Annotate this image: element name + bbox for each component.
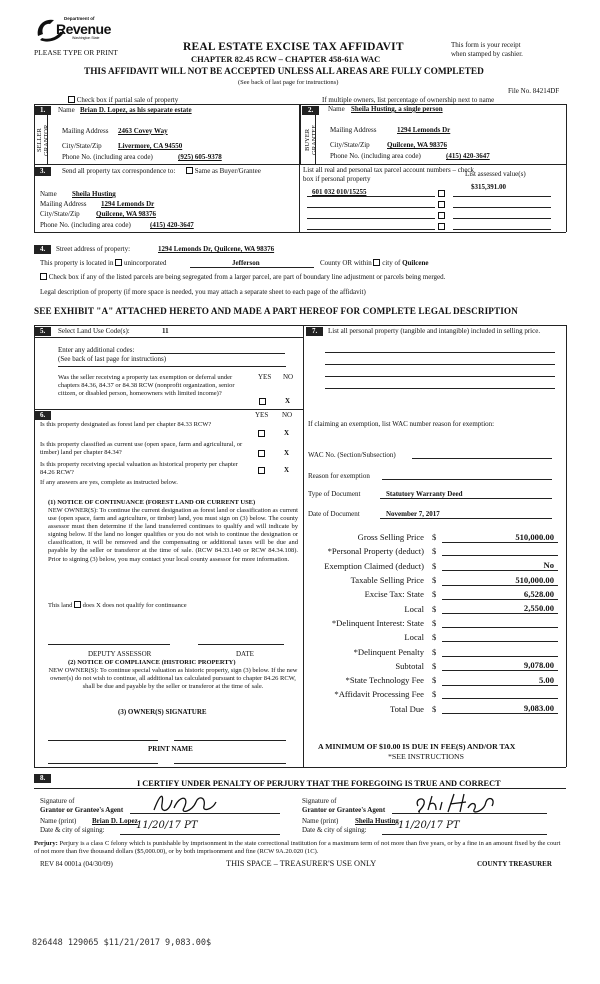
exemption-claimed[interactable]: No (442, 560, 558, 571)
partial-sale-label: Check box if partial sale of property (76, 96, 179, 104)
tax-row: Total Due $ 9,083.00 (306, 702, 558, 716)
grantee-date-city[interactable]: 11/20/17 PT (398, 820, 460, 831)
deputy-assessor-label: DEPUTY ASSESSOR (88, 650, 152, 658)
mail-to-address[interactable]: 1294 Lemonds Dr (101, 200, 155, 208)
historic-no-mark[interactable]: X (284, 466, 290, 474)
grantee-name-label: Name (328, 105, 345, 113)
certify-statement: I CERTIFY UNDER PENALTY OF PERJURY THAT THE FOREGOING IS TRUE AND CORRECT (137, 779, 501, 788)
logo-dept: Department of (64, 16, 95, 21)
forest-no-mark[interactable]: X (284, 429, 290, 437)
grantor-sig-label-2: Grantor or Grantee's Agent (40, 806, 124, 814)
grantee-mail-label: Mailing Address (330, 126, 377, 134)
forest-yes-checkbox[interactable] (258, 429, 265, 438)
section4-marker: 4. (34, 244, 51, 254)
tax-row: Excise Tax: State $ 6,528.00 (306, 587, 558, 601)
grantee-signature-icon (412, 790, 502, 816)
personal-property-label: List all personal property (tangible and intangible) included in selling price. (328, 327, 541, 335)
gross-selling-price[interactable]: 510,000.00 (442, 532, 558, 543)
within-city-checkbox[interactable] (373, 259, 380, 266)
tax-row: *State Technology Fee $ 5.00 (306, 673, 558, 687)
tax-calculation-table (306, 530, 558, 716)
form-chapter: CHAPTER 82.45 RCW – CHAPTER 458-61A WAC (191, 54, 381, 64)
mail-to-name[interactable]: Sheila Husting (72, 190, 116, 198)
grantor-print-name[interactable]: Brian D. Lopez (92, 817, 138, 825)
grantor-print-label: Name (print) (40, 817, 77, 825)
additional-codes-label: Enter any additional codes: (58, 346, 135, 354)
city-name: Quilcene (402, 259, 429, 267)
revenue-logo (34, 14, 111, 44)
current-use-question: Is this property classified as current use (open space, farm and agricultural, or timber) land per chapter 84.34? (40, 441, 243, 456)
same-as-grantee-checkbox[interactable] (186, 167, 193, 174)
notice2-title: (2) NOTICE OF COMPLIANCE (HISTORIC PROPERTY) (68, 659, 236, 666)
sec6-no-header: NO (282, 411, 293, 419)
grantee-name[interactable]: Sheila Husting, a single person (351, 105, 443, 113)
grantee-phone[interactable]: (415) 420-3647 (446, 152, 490, 160)
cashier-stamp: 826448 129065 $11/21/2017 9,083.00$ (32, 938, 212, 948)
continuance-row: This land does X does not qualify for continuance (48, 602, 187, 609)
grantee-mail[interactable]: 1294 Lemonds Dr (397, 126, 451, 134)
within-row: County OR within city of Quilcene (320, 259, 429, 267)
type-or-print: PLEASE TYPE OR PRINT (34, 48, 118, 57)
parcel-personal-checkbox-1[interactable] (438, 189, 445, 198)
form-warning: THIS AFFIDAVIT WILL NOT BE ACCEPTED UNLESS ALL AREAS ARE FULLY COMPLETED (84, 67, 484, 77)
partial-sale-row (68, 96, 178, 104)
doc-type-label: Type of Document (308, 490, 361, 498)
grantor-side-label: SELLER GRANTOR (36, 124, 50, 156)
receipt-line1: This form is your receipt (451, 41, 521, 49)
historic-question: Is this property receiving special valuation as historical property per chapter 84.26 RCW? (40, 461, 238, 476)
segregated-row: Check box if any of the listed parcels are being segregated from a larger parcel, are part of boundary line adjustment or parcels being merged. (40, 273, 445, 281)
grantor-mail-label: Mailing Address (62, 127, 109, 135)
minimum-fee-note: A MINIMUM OF $10.00 IS DUE IN FEE(S) AND/OR TAX (318, 742, 516, 751)
section3-marker: 3. (34, 166, 51, 176)
if-yes-note: If any answers are yes, complete as instructed below. (40, 479, 178, 486)
land-use-code[interactable]: 11 (162, 327, 169, 335)
section8-marker: 8. (34, 773, 51, 783)
exemption-question: Was the seller receiving a property tax exemption or deferral under chapters 84.36, 84.37 or 84.38 RCW (nonprofit organization, senior citizen, or disabled person, homeowners with limited income)? (58, 374, 235, 397)
county-treasurer-label: COUNTY TREASURER (477, 860, 552, 868)
grantor-city-label: City/State/Zip (62, 142, 102, 150)
section6-marker: 6. (34, 410, 51, 420)
mail-to-name-label: Name (40, 190, 57, 198)
grantor-name-label: Name (58, 106, 75, 114)
delinquent-interest-local[interactable] (442, 632, 558, 642)
grantor-phone-label: Phone No. (including area code) (62, 153, 153, 161)
tax-row: Taxable Selling Price $ 510,000.00 (306, 573, 558, 587)
taxable-selling-price[interactable]: 510,000.00 (442, 575, 558, 586)
tax-row: Local $ 2,550.00 (306, 601, 558, 615)
logo-name: Revenue (56, 21, 111, 37)
mail-to-phone[interactable]: (415) 420-3647 (150, 221, 194, 229)
land-use-see-back: (See back of last page for instructions) (58, 355, 167, 363)
doc-date-label: Date of Document (308, 510, 360, 518)
parcel-header: List all real and personal tax parcel account numbers – check box if personal property (303, 166, 475, 183)
grantee-phone-label: Phone No. (including area code) (330, 152, 421, 160)
tax-row: Subtotal $ 9,078.00 (306, 659, 558, 673)
continuance-checkbox[interactable] (74, 601, 81, 608)
sec5-no-header: NO (283, 373, 294, 381)
tax-row: Gross Selling Price $ 510,000.00 (306, 530, 558, 544)
section7-marker: 7. (306, 326, 323, 336)
exemption-no-mark[interactable]: X (285, 397, 291, 405)
assessed-header: List assessed value(s) (465, 170, 526, 178)
legal-description-label: Legal description of property (if more space is needed, you may attach a separate sheet to each page of the affidavit) (40, 288, 366, 296)
county-name[interactable]: Jefferson (232, 259, 260, 267)
grantor-date-city[interactable]: 11/20/17 PT (136, 820, 198, 831)
exemption-yes-checkbox[interactable] (259, 397, 266, 406)
exhibit-text: SEE EXHIBIT "A" ATTACHED HERETO AND MADE A PART HEREOF FOR COMPLETE LEGAL DESCRIPTION (34, 306, 518, 316)
grantee-print-label: Name (print) (302, 817, 339, 825)
excise-tax-state[interactable]: 6,528.00 (442, 589, 558, 600)
send-correspondence-label: Send all property tax correspondence to: (62, 167, 176, 175)
current-use-yes-checkbox[interactable] (258, 449, 265, 458)
form-revision: REV 84 0001a (04/30/09) (40, 860, 113, 868)
unincorporated-checkbox[interactable] (115, 259, 122, 266)
section1-marker: 1. (34, 105, 51, 115)
subtotal[interactable]: 9,078.00 (442, 660, 558, 671)
owner-signature-label: (3) OWNER(S) SIGNATURE (118, 708, 207, 716)
assessor-date-label: DATE (236, 650, 254, 658)
receipt-line2: when stamped by cashier. (451, 50, 523, 58)
grantee-sig-label-1: Signature of (302, 797, 337, 805)
segregated-checkbox[interactable] (40, 273, 47, 280)
treasurer-space-note: THIS SPACE – TREASURER'S USE ONLY (226, 859, 377, 868)
grantee-city-label: City/State/Zip (330, 141, 370, 149)
sec6-yes-header: YES (255, 411, 269, 419)
grantee-signature[interactable] (412, 790, 502, 818)
section5-marker: 5. (34, 326, 51, 336)
notice1-title: (1) NOTICE OF CONTINUANCE (FOREST LAND OR CURRENT USE) (48, 499, 256, 506)
grantor-date-label: Date & city of signing: (40, 826, 105, 834)
notice1-body: NEW OWNER(S): To continue the current designation as forest land or classification as current use (open space, farm and agriculture, or timber) land, you must sign on (3) below. The county assessor must then determine if the land transferred continues to qualify and will indicate by signing below. If the land no longer qualifies or you do not wish to continue the designation or classification, it will be removed and the compensating or additional taxes will be due and payable by the seller or transferor at the time of sale. (RCW 84.33.140 or RCW 84.34.108). Prior to signing (3) below, you may contact your local county assessor for more information. (48, 507, 298, 563)
grantee-city[interactable]: Quilcene, WA 98376 (387, 141, 447, 149)
parcel-personal-checkbox-2[interactable] (438, 200, 445, 209)
mail-to-phone-label: Phone No. (including area code) (40, 221, 131, 229)
excise-tax-local[interactable]: 2,550.00 (442, 603, 558, 614)
historic-yes-checkbox[interactable] (258, 466, 265, 475)
tax-row: Exemption Claimed (deduct) $ No (306, 559, 558, 573)
state-technology-fee[interactable]: 5.00 (442, 675, 558, 686)
land-use-label: Select Land Use Code(s): (58, 327, 130, 335)
form-title: REAL ESTATE EXCISE TAX AFFIDAVIT (183, 41, 404, 53)
delinquent-penalty[interactable] (442, 647, 558, 657)
section2-marker: 2. (302, 105, 319, 115)
affidavit-processing-fee[interactable] (442, 689, 558, 699)
tax-row: *Delinquent Interest: State $ (306, 616, 558, 630)
file-number: File No. 84214DF (508, 87, 560, 95)
street-address[interactable]: 1294 Lemonds Dr, Quilcene, WA 98376 (158, 245, 275, 253)
parcel-personal-checkbox-4[interactable] (438, 222, 445, 231)
logo-state: Washington State (72, 36, 100, 40)
assessed-value[interactable]: $315,391.00 (471, 183, 506, 191)
total-due[interactable]: 9,083.00 (442, 703, 558, 714)
perjury-notice: Perjury: Perjury is a class C felony which is punishable by imprisonment in the state correctional institution for a maximum term of not more than five years, or by a fine in an amount fixed by the court of not more than five thousand dollars ($5,000.00), or by both imprisonment and fine (RCW 9A.20.020 (1C). (34, 840, 561, 855)
grantee-sig-label-2: Grantor or Grantee's Agent (302, 806, 386, 814)
forest-land-question: Is this property designated as forest land per chapter 84.33 RCW? (40, 421, 212, 428)
grantee-date-label: Date & city of signing: (302, 826, 367, 834)
parcel-personal-checkbox-3[interactable] (438, 211, 445, 220)
same-as-grantee-row: Same as Buyer/Grantee (186, 167, 261, 175)
see-instructions-note: *SEE INSTRUCTIONS (388, 752, 465, 761)
grantor-name[interactable]: Brian D. Lopez, as his separate estate (80, 106, 192, 114)
wac-number-label: WAC No. (Section/Subsection) (308, 451, 396, 459)
grantor-phone[interactable]: (925) 605-9378 (178, 153, 222, 161)
grantor-mail[interactable]: 2463 Covey Way (118, 127, 168, 135)
mail-to-city[interactable]: Quilcene, WA 98376 (96, 210, 156, 218)
street-label: Street address of property: (56, 245, 131, 253)
parcel-number[interactable]: 601 032 010/15255 (312, 188, 367, 196)
grantor-signature-icon (150, 790, 220, 816)
delinquent-interest-state[interactable] (442, 618, 558, 628)
located-row: This property is located in unincorporated (40, 259, 167, 267)
grantee-side-label: BUYER GRANTEE (304, 124, 318, 156)
print-name-label: PRINT NAME (148, 745, 193, 753)
exemption-reason-label: Reason for exemption (308, 472, 370, 480)
tax-row: *Delinquent Penalty $ (306, 644, 558, 658)
mail-to-city-label: City/State/Zip (40, 210, 80, 218)
tax-row: *Personal Property (deduct) $ (306, 544, 558, 558)
tax-row: *Affidavit Processing Fee $ (306, 687, 558, 701)
tax-row: Local $ (306, 630, 558, 644)
sec5-yes-header: YES (258, 373, 272, 381)
current-use-no-mark[interactable]: X (284, 449, 290, 457)
grantor-sig-label-1: Signature of (40, 797, 75, 805)
personal-property-deduct[interactable] (442, 546, 558, 556)
grantor-city[interactable]: Livermore, CA 94550 (118, 142, 183, 150)
grantee-print-name[interactable]: Sheila Husting (355, 817, 399, 825)
doc-type[interactable]: Statutory Warranty Deed (386, 490, 463, 498)
grantor-signature[interactable] (150, 790, 220, 818)
see-back: (See back of last page for instructions) (238, 79, 339, 86)
partial-sale-checkbox[interactable] (68, 96, 75, 103)
mail-to-address-label: Mailing Address (40, 200, 87, 208)
exemption-wac-label: If claiming an exemption, list WAC number reason for exemption: (308, 420, 495, 428)
multiple-owners-note: If multiple owners, list percentage of ownership next to name (322, 96, 495, 104)
notice2-body: NEW OWNER(S): To continue special valuation as historic property, sign (3) below. If the new owner(s) do not wish to continue, all additional tax calculated pursuant to chapter 84.26 RCW, shall be due and payable by the seller or transferor at the time of sale. (48, 667, 298, 691)
doc-date[interactable]: November 7, 2017 (386, 510, 440, 518)
